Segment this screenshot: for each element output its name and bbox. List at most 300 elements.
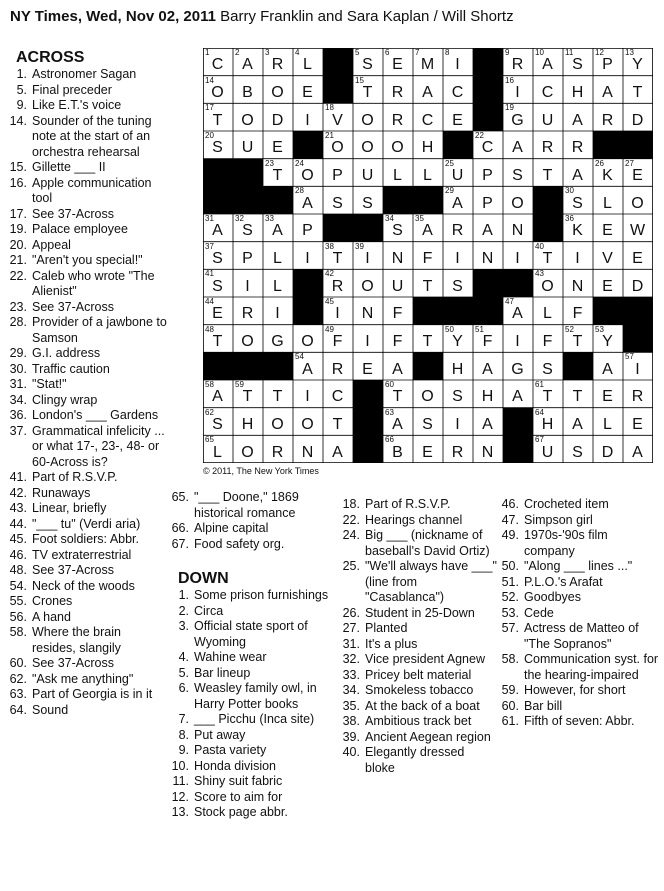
clue-text: Stock page abbr.: [194, 805, 288, 819]
clue-text: Part of R.S.V.P.: [32, 470, 118, 484]
clue-item: [496, 528, 660, 559]
cell-number: 58: [205, 380, 214, 389]
cell-letter: G: [271, 332, 285, 350]
cell-letter: A: [212, 388, 224, 406]
clue-text: Pricey belt material: [365, 667, 472, 682]
cell-letter: R: [241, 305, 255, 323]
cell-letter: T: [242, 388, 254, 406]
cell-number: 59: [235, 380, 244, 389]
cell-letter: S: [512, 166, 524, 184]
cell-number: 30: [565, 186, 574, 196]
clue-text: Where the brain resides, slangily: [32, 625, 121, 655]
clue-number: 22.: [342, 512, 360, 527]
cell-letter: U: [451, 166, 465, 184]
cell-letter: P: [242, 249, 254, 267]
clue-text: Alpine capital: [194, 521, 269, 535]
cell-letter: E: [632, 415, 644, 433]
clue-text: Some prison furnishings: [194, 588, 329, 602]
clue-number: 32.: [342, 652, 360, 666]
clue-item: [166, 666, 344, 682]
clue-item: [4, 486, 168, 502]
clue-item: [166, 728, 344, 744]
clue-text: "Stat!": [32, 377, 67, 391]
cell-letter: M: [420, 56, 436, 74]
cell-letter: S: [452, 388, 464, 406]
clue-item: [4, 656, 168, 672]
cell-letter: O: [301, 415, 315, 433]
cell-number: 28: [295, 186, 304, 196]
cell-letter: T: [422, 277, 434, 295]
down-clues-column-4: [496, 497, 660, 730]
clue-number: 40.: [342, 745, 360, 759]
cell-number: 21: [325, 131, 334, 140]
cell-letter: L: [213, 443, 223, 461]
clue-item: [166, 619, 344, 650]
cell-letter: I: [305, 388, 311, 406]
down-heading: DOWN: [178, 570, 229, 587]
clue-text: Runaways: [32, 485, 91, 500]
crossword-grid: [203, 48, 653, 463]
cell-letter: S: [212, 415, 224, 433]
cell-number: 31: [205, 214, 214, 223]
clue-text: Student in 25-Down: [365, 605, 475, 620]
clue-item: [496, 513, 660, 529]
copyright: © 2011, The New York Times: [203, 466, 319, 476]
cell-number: 47: [505, 297, 514, 306]
clue-item: [496, 575, 660, 591]
cell-letter: O: [301, 166, 315, 184]
cell-letter: E: [602, 388, 614, 406]
cell-number: 50: [445, 324, 454, 334]
cell-letter: E: [602, 222, 614, 240]
cell-letter: S: [362, 194, 374, 212]
clue-item: [4, 548, 168, 564]
cell-number: 66: [385, 435, 394, 445]
clue-item: [337, 668, 497, 684]
cell-number: 26: [595, 158, 604, 168]
cell-letter: A: [392, 415, 404, 433]
cell-letter: A: [422, 83, 434, 101]
clue-number: 52.: [501, 590, 519, 604]
cell-letter: H: [241, 415, 255, 433]
cell-letter: F: [392, 305, 404, 323]
clue-number: 20.: [9, 237, 27, 252]
cell-letter: A: [272, 222, 284, 240]
clue-item: [4, 300, 168, 316]
clue-item: [4, 517, 168, 533]
clue-number: 49.: [501, 528, 519, 542]
cell-letter: R: [601, 111, 615, 129]
cell-letter: I: [305, 111, 311, 129]
cell-number: 63: [385, 407, 394, 417]
clue-number: 5.: [178, 665, 189, 680]
cell-letter: N: [301, 443, 315, 461]
clue-text: Foot soldiers: Abbr.: [32, 532, 140, 546]
cell-number: 23: [265, 158, 274, 168]
clue-number: 36.: [9, 408, 27, 422]
cell-letter: O: [361, 111, 375, 129]
cell-letter: E: [632, 166, 644, 184]
clue-text: "Along ___ lines ...": [524, 559, 633, 573]
cell-letter: R: [331, 360, 345, 378]
clue-item: [4, 315, 168, 346]
cell-letter: A: [242, 56, 254, 74]
clue-number: 67.: [171, 536, 189, 551]
clue-number: 5.: [16, 82, 27, 97]
cell-letter: C: [331, 388, 345, 406]
cell-letter: D: [631, 111, 645, 129]
clue-item: [4, 470, 168, 486]
clue-text: Wahine wear: [194, 650, 267, 664]
cell-letter: T: [572, 332, 584, 350]
cell-number: 16: [505, 75, 514, 85]
cell-letter: U: [541, 443, 555, 461]
clue-text: See 37-Across: [32, 299, 114, 314]
clue-text: Appeal: [32, 237, 71, 252]
cell-number: 54: [295, 352, 304, 362]
clue-text: Food safety org.: [194, 536, 285, 551]
clue-item: [337, 745, 497, 776]
clue-text: A hand: [32, 609, 71, 624]
cell-letter: C: [211, 56, 225, 74]
cell-number: 33: [265, 214, 274, 223]
clue-item: [496, 621, 660, 652]
cell-number: 65: [205, 435, 214, 445]
clue-number: 30.: [9, 361, 27, 376]
cell-number: 6: [385, 48, 390, 57]
cell-letter: R: [541, 139, 555, 157]
cell-letter: S: [572, 443, 584, 461]
clue-number: 39.: [342, 729, 360, 744]
cell-number: 17: [205, 103, 214, 113]
clue-text: Fifth of seven: Abbr.: [524, 714, 635, 728]
clue-number: 10.: [171, 758, 189, 773]
cell-number: 12: [595, 48, 604, 57]
clue-text: Pasta variety: [194, 743, 267, 757]
clue-text: Shiny suit fabric: [194, 774, 283, 788]
clue-number: 38.: [342, 714, 360, 728]
clue-item: [337, 652, 497, 668]
clue-text: "We'll always have ___" (line from "Casablanca"): [365, 559, 497, 604]
clue-text: London's ___ Gardens: [32, 408, 159, 422]
clue-item: [4, 563, 168, 579]
clue-text: Final preceder: [32, 82, 112, 97]
cell-letter: R: [391, 83, 405, 101]
cell-number: 61: [535, 380, 544, 389]
cell-letter: I: [515, 83, 521, 101]
cell-number: 38: [325, 241, 334, 251]
clue-text: It's a plus: [365, 636, 418, 651]
cell-number: 41: [205, 269, 214, 279]
cell-number: 1: [205, 48, 210, 57]
clue-item: [166, 521, 344, 537]
cell-letter: N: [391, 249, 405, 267]
cell-letter: A: [482, 222, 494, 240]
cell-number: 34: [385, 214, 394, 223]
clue-text: TV extraterrestrial: [32, 547, 132, 562]
cell-letter: T: [542, 388, 554, 406]
clue-number: 1.: [16, 67, 27, 81]
cell-letter: N: [511, 222, 525, 240]
clue-number: 22.: [9, 268, 27, 283]
cell-number: 51: [475, 324, 484, 334]
cell-letter: L: [603, 415, 613, 433]
cell-letter: H: [451, 360, 465, 378]
clue-number: 6.: [178, 681, 189, 695]
cell-letter: A: [302, 360, 314, 378]
clue-item: [4, 114, 168, 161]
clue-text: Crocheted item: [524, 497, 609, 511]
clue-item: [4, 269, 168, 300]
cell-number: 2: [235, 48, 240, 57]
cell-letter: Y: [452, 332, 464, 350]
cell-number: 44: [205, 297, 214, 306]
clue-item: [166, 712, 344, 728]
cell-letter: K: [602, 166, 614, 184]
cell-number: 37: [205, 241, 214, 251]
clue-number: 12.: [171, 789, 189, 804]
cell-number: 14: [205, 75, 214, 85]
clue-text: Ambitious track bet: [365, 714, 472, 728]
clue-text: Apple communication tool: [32, 175, 152, 205]
cell-letter: T: [362, 83, 374, 101]
clue-text: Goodbyes: [524, 590, 581, 604]
clue-item: [337, 683, 497, 699]
cell-letter: S: [452, 277, 464, 295]
clue-number: 66.: [171, 521, 189, 535]
clue-number: 42.: [9, 485, 27, 500]
cell-letter: O: [241, 443, 255, 461]
clue-item: [496, 606, 660, 622]
cell-letter: S: [212, 277, 224, 295]
cell-number: 67: [535, 435, 544, 445]
cell-letter: N: [361, 305, 375, 323]
clue-item: [4, 501, 168, 517]
clue-item: [4, 160, 168, 176]
clue-item: [4, 687, 168, 703]
clue-number: 14.: [9, 113, 27, 128]
clue-item: [337, 513, 497, 529]
cell-letter: A: [422, 222, 434, 240]
clue-number: 27.: [342, 621, 360, 635]
cell-letter: L: [423, 166, 433, 184]
clue-number: 21.: [9, 253, 27, 267]
cell-number: 7: [415, 48, 420, 57]
clue-item: [4, 594, 168, 610]
cell-letter: N: [481, 249, 495, 267]
clue-item: [4, 83, 168, 99]
clue-number: 60.: [501, 698, 519, 713]
clue-item: [4, 98, 168, 114]
clue-item: [4, 362, 168, 378]
cell-letter: E: [302, 83, 314, 101]
clue-item: [166, 790, 344, 806]
down-clues-column-3: [337, 497, 497, 776]
cell-number: 42: [325, 269, 334, 279]
cell-letter: A: [512, 305, 524, 323]
cell-letter: O: [301, 332, 315, 350]
clue-number: 28.: [9, 315, 27, 329]
cell-letter: B: [392, 443, 404, 461]
clue-number: 58.: [9, 625, 27, 639]
clue-number: 9.: [178, 743, 189, 757]
clue-text: ___ Picchu (Inca site): [194, 712, 315, 726]
clue-number: 46.: [501, 497, 519, 511]
clue-number: 31.: [342, 636, 360, 651]
cell-number: 15: [355, 75, 364, 85]
cell-letter: I: [275, 305, 281, 323]
cell-letter: O: [421, 388, 435, 406]
cell-letter: G: [511, 111, 525, 129]
cell-number: 35: [415, 214, 424, 223]
clue-text: Sound: [32, 702, 69, 717]
cell-letter: L: [603, 194, 613, 212]
cell-letter: A: [332, 443, 344, 461]
cell-letter: R: [391, 111, 405, 129]
clue-number: 59.: [501, 683, 519, 697]
grid-lines: [203, 48, 653, 463]
clue-item: [337, 637, 497, 653]
clue-number: 62.: [9, 671, 27, 686]
cell-number: 20: [205, 131, 214, 140]
clue-number: 51.: [501, 574, 519, 589]
clue-number: 15.: [9, 160, 27, 174]
cell-letter: A: [572, 111, 584, 129]
clue-text: Clingy wrap: [32, 392, 98, 407]
clue-text: Planted: [365, 621, 408, 635]
cell-number: 64: [535, 407, 544, 417]
cell-letter: L: [303, 56, 313, 74]
clue-text: "Ask me anything": [32, 671, 134, 686]
clue-item: [337, 714, 497, 730]
cell-letter: R: [271, 443, 285, 461]
clue-item: [337, 497, 497, 513]
cell-number: 4: [295, 48, 300, 57]
clue-number: 1.: [178, 588, 189, 602]
clue-text: G.I. address: [32, 346, 101, 360]
cell-letter: F: [392, 332, 404, 350]
cell-letter: L: [393, 166, 403, 184]
clue-text: Crones: [32, 594, 73, 608]
cell-letter: W: [629, 222, 647, 240]
cell-letter: F: [422, 249, 434, 267]
clue-item: [4, 176, 168, 207]
cell-letter: S: [332, 194, 344, 212]
clue-text: Sounder of the tuning note at the start of an orchestra rehearsal: [32, 113, 152, 159]
clue-number: 54.: [9, 578, 27, 593]
clue-number: 53.: [501, 605, 519, 620]
clue-number: 33.: [342, 667, 360, 682]
cell-letter: U: [241, 139, 255, 157]
cell-letter: I: [365, 332, 371, 350]
clue-number: 23.: [9, 299, 27, 314]
cell-letter: D: [601, 443, 615, 461]
clue-number: 34.: [342, 683, 360, 697]
cell-number: 36: [565, 214, 574, 223]
cell-number: 39: [355, 241, 364, 251]
cell-letter: E: [452, 111, 464, 129]
clue-item: [166, 759, 344, 775]
cell-letter: I: [635, 360, 641, 378]
cell-letter: P: [482, 194, 494, 212]
cell-letter: R: [571, 139, 585, 157]
cell-number: 53: [595, 324, 604, 334]
cell-letter: R: [511, 56, 525, 74]
clue-text: Elegantly dressed bloke: [365, 745, 465, 775]
clue-text: Bar bill: [524, 698, 563, 713]
cell-letter: C: [451, 83, 465, 101]
clue-text: "___ Doone," 1869 historical romance: [194, 490, 299, 520]
cell-letter: S: [422, 415, 434, 433]
clue-number: 43.: [9, 501, 27, 515]
cell-letter: T: [572, 388, 584, 406]
clue-text: Actress de Matteo of "The Sopranos": [524, 621, 639, 651]
clue-item: [337, 730, 497, 746]
clue-number: 34.: [9, 392, 27, 407]
cell-letter: I: [305, 249, 311, 267]
clue-item: [4, 610, 168, 626]
clue-number: 26.: [342, 605, 360, 620]
clue-text: "___ tu" (Verdi aria): [32, 516, 141, 531]
clue-text: Traffic caution: [32, 361, 110, 376]
clue-number: 61.: [501, 714, 519, 728]
clue-text: Neck of the woods: [32, 578, 135, 593]
clue-item: [4, 222, 168, 238]
cell-number: 5: [355, 48, 360, 57]
clue-text: See 37-Across: [32, 563, 114, 577]
cell-letter: C: [541, 83, 555, 101]
clue-text: At the back of a boat: [365, 698, 480, 713]
clue-number: 56.: [9, 609, 27, 624]
clue-number: 64.: [9, 702, 27, 717]
cell-letter: L: [273, 277, 283, 295]
clue-item: [166, 805, 344, 821]
cell-number: 40: [535, 241, 544, 251]
clue-text: Palace employee: [32, 222, 128, 236]
cell-number: 10: [535, 48, 544, 57]
clue-item: [166, 490, 344, 521]
cell-number: 60: [385, 380, 394, 389]
clue-number: 58.: [501, 652, 519, 666]
cell-letter: O: [391, 139, 405, 157]
clue-text: See 37-Across: [32, 656, 114, 670]
clue-text: Cede: [524, 605, 554, 620]
clue-text: Simpson girl: [524, 512, 593, 527]
clue-text: Vice president Agnew: [365, 652, 485, 666]
cell-letter: S: [392, 222, 404, 240]
cell-letter: E: [632, 249, 644, 267]
puzzle-header: [10, 8, 514, 25]
cell-letter: A: [512, 388, 524, 406]
clue-text: Put away: [194, 727, 246, 742]
clue-number: 35.: [342, 698, 360, 713]
cell-letter: S: [542, 360, 554, 378]
cell-number: 24: [295, 158, 304, 168]
clue-text: Provider of a jawbone to Samson: [32, 315, 167, 345]
cell-number: 25: [445, 158, 454, 168]
clue-number: 25.: [342, 559, 360, 573]
clue-number: 44.: [9, 516, 27, 531]
clue-item: [4, 207, 168, 223]
clue-text: P.L.O.'s Arafat: [524, 574, 603, 589]
clue-number: 13.: [171, 805, 189, 819]
clue-text: Ancient Aegean region: [365, 729, 491, 744]
cell-letter: O: [361, 139, 375, 157]
cell-number: 52: [565, 324, 574, 334]
cell-letter: A: [572, 415, 584, 433]
cell-letter: T: [272, 166, 284, 184]
cell-letter: K: [572, 222, 584, 240]
